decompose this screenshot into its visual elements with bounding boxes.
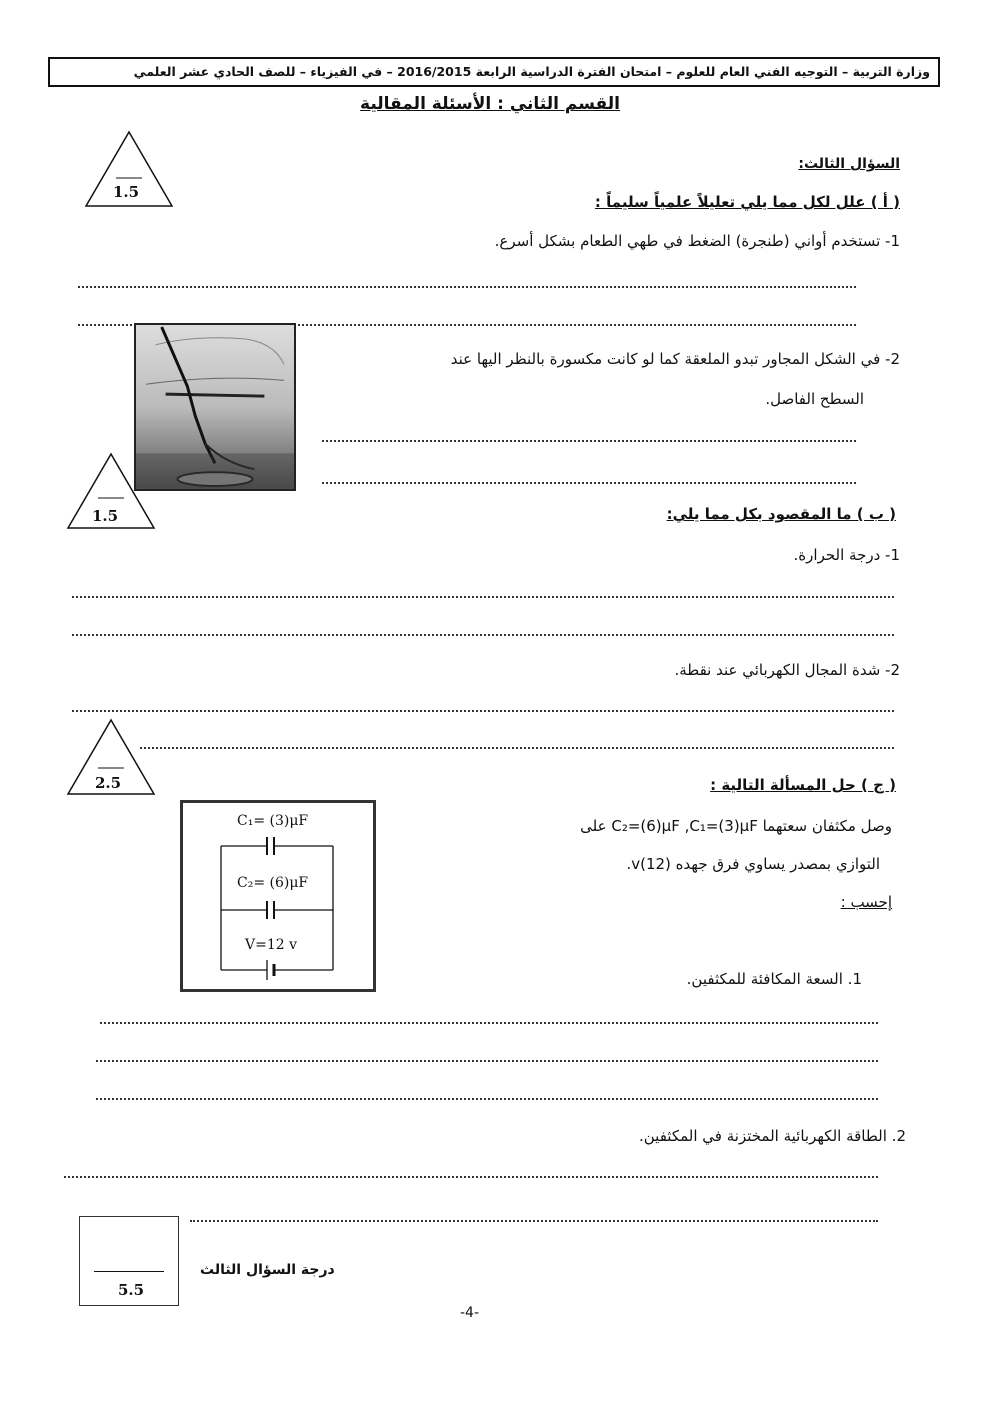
page-number: -4- (460, 1305, 480, 1321)
c2-label: C₂= (6)μF (237, 875, 309, 891)
c1-label: C₁= (3)μF (237, 813, 309, 829)
part-c-statement-2: التوازي بمصدر يساوي فرق جهده v(12). (626, 855, 880, 873)
score-a: 1.5 (113, 183, 140, 201)
question-title: السؤال الثالث: (798, 156, 900, 172)
refraction-spoon-image (134, 323, 296, 491)
score-c: 2.5 (95, 774, 122, 792)
answer-line (96, 1098, 878, 1100)
part-b-item-2: 2- شدة المجال الكهربائي عند نقطة. (674, 661, 900, 679)
part-c-statement-1: وصل مكثفان سعتهما C₂=(6)μF ,C₁=(3)μF على (580, 817, 892, 835)
part-a-heading: ( أ ) علل لكل مما يلي تعليلاً علمياً سليماً : (594, 193, 900, 211)
score-divider (94, 1271, 164, 1272)
exam-header: وزارة التربية – التوجيه الفني العام للعلوم – امتحان الفترة الدراسية الرابعة 2016/2015 – في الفيزياء – للصف الحادي عشر العلمي (48, 57, 940, 87)
part-c-item-1: 1. السعة المكافئة للمكثفين. (686, 970, 862, 988)
answer-line (190, 1220, 878, 1222)
part-c-item-2: 2. الطاقة الكهربائية المختزنة في المكثفين. (639, 1127, 906, 1145)
answer-line (140, 747, 894, 749)
part-a-item-2: 2- في الشكل المجاور تبدو الملعقة كما لو كانت مكسورة بالنظر اليها عند (450, 350, 900, 368)
total-score: 5.5 (118, 1281, 145, 1299)
total-score-label: درجة السؤال الثالث (200, 1262, 335, 1278)
answer-line (322, 440, 856, 442)
part-b-heading: ( ب ) ما المقصود بكل مما يلي: (666, 505, 896, 523)
answer-line (78, 286, 856, 288)
answer-line (72, 710, 894, 712)
score-b: 1.5 (92, 507, 119, 525)
answer-line (64, 1176, 878, 1178)
part-b-item-1: 1- درجة الحرارة. (793, 546, 900, 564)
part-a-item-2-cont: السطح الفاصل. (765, 390, 864, 408)
part-c-heading: ( ج ) حل المسألة التالية : (710, 776, 896, 794)
voltage-label: V=12 v (245, 937, 298, 953)
answer-line (72, 596, 894, 598)
answer-line (100, 1022, 878, 1024)
part-a-item-1: 1- تستخدم أواني (طنجرة) الضغط في طهي الطعام بشكل أسرع. (494, 232, 900, 250)
total-score-box (79, 1216, 179, 1306)
answer-line (72, 634, 894, 636)
answer-line (96, 1060, 878, 1062)
compute-label: إحسب : (840, 893, 892, 911)
section-title: القسم الثاني : الأسئلة المقالية (360, 94, 620, 114)
parallel-capacitor-circuit (180, 800, 376, 992)
answer-line (322, 482, 856, 484)
